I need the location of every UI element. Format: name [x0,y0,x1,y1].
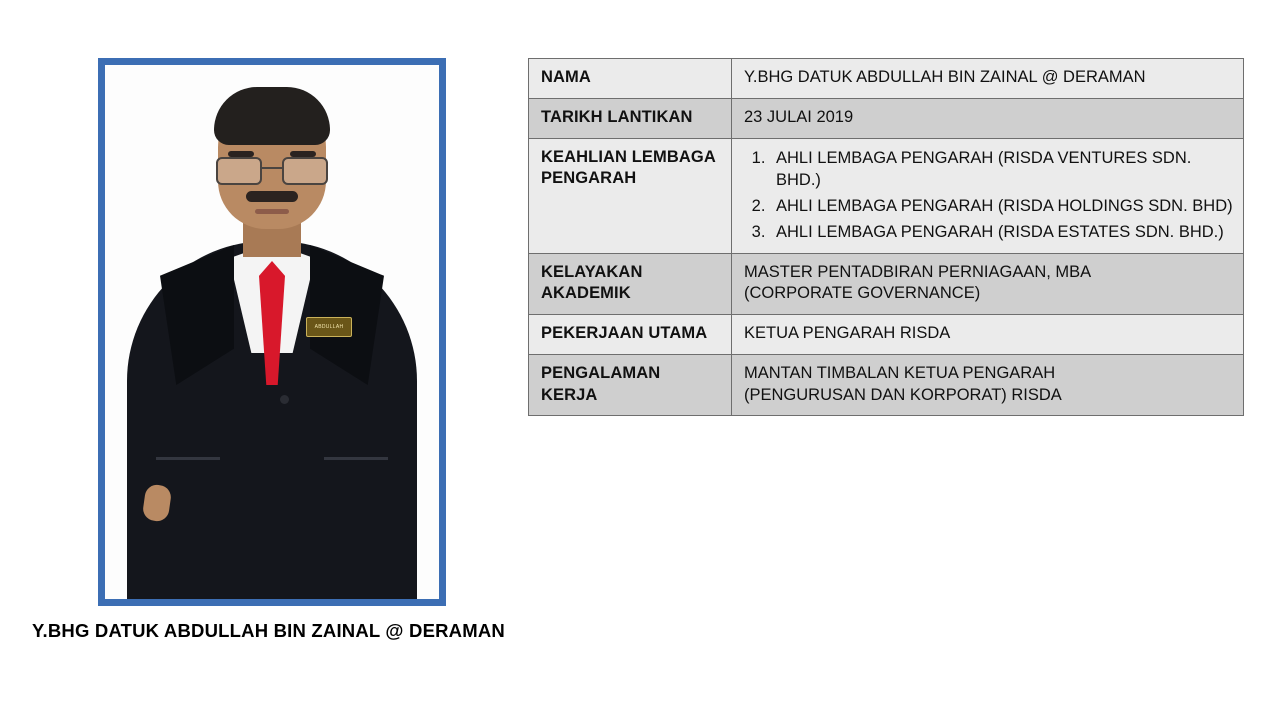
row-label-nama: NAMA [529,59,732,99]
row-value-line-1: MASTER PENTADBIRAN PERNIAGAAN, MBA [744,262,1092,281]
row-label-line-2: LEMBAGA [631,147,716,166]
list-item: 1. AHLI LEMBAGA PENGARAH (RISDA VENTURES SDN. BHD.) [770,147,1233,193]
row-label-line-1: KEAHLIAN [541,147,628,166]
row-value-kelayakan-akademik [732,253,1244,315]
row-label-keahlian-lembaga-pengarah [529,138,732,253]
jacket-pocket-left [156,457,220,460]
row-label-line-1: PEKERJAAN [541,324,644,343]
row-label-line-2: AKADEMIK [541,284,631,303]
row-value-line-2: (PENGURUSAN DAN KORPORAT) RISDA [744,385,1062,404]
row-label-tarikh-lantikan [529,98,732,138]
mouth [255,209,289,214]
row-label-line-3: PENGARAH [541,169,637,188]
row-value-nama: Y.BHG DATUK ABDULLAH BIN ZAINAL @ DERAMAN [732,59,1244,99]
table-row-pekerjaan-utama [529,315,1244,355]
jacket-button [280,395,289,404]
row-label-line-1: KELAYAKAN [541,262,643,281]
row-value-pengalaman-kerja [732,354,1244,416]
eyeglasses-icon [216,157,328,183]
moustache [246,191,298,202]
profile-info-table [528,58,1244,416]
lens-left [216,157,262,185]
portrait-photo [105,65,439,599]
glasses-bridge [260,167,284,169]
row-value-pekerjaan-utama: KETUA PENGARAH RISDA [732,315,1244,355]
row-label-line-2: UTAMA [648,324,708,343]
hair [214,87,330,145]
row-label-line-2: KERJA [541,385,598,404]
row-label-pekerjaan-utama [529,315,732,355]
name-badge: ABDULLAH [306,317,352,337]
row-value-keahlian-lembaga-pengarah [732,138,1244,253]
lens-right [282,157,328,185]
table-row-tarikh-lantikan [529,98,1244,138]
portrait-photo-frame [98,58,446,606]
row-label-kelayakan-akademik [529,253,732,315]
row-label-line-1: TARIKH [541,107,603,126]
list-item: 2. AHLI LEMBAGA PENGARAH (RISDA HOLDINGS SDN. BHD) [770,195,1233,218]
table-row-keahlian-lembaga-pengarah [529,138,1244,253]
row-label-pengalaman-kerja [529,354,732,416]
row-value-line-2: (CORPORATE GOVERNANCE) [744,284,981,303]
directorship-list [744,147,1233,244]
row-value-line-1: MANTAN TIMBALAN KETUA PENGARAH [744,363,1056,382]
row-value-tarikh-lantikan: 23 JULAI 2019 [732,98,1244,138]
table-row-nama [529,59,1244,99]
row-label-line-1: PENGALAMAN [541,363,661,382]
portrait-caption: Y.BHG DATUK ABDULLAH BIN ZAINAL @ DERAMAN [32,620,505,641]
table-row-pengalaman-kerja [529,354,1244,416]
row-label-line-2: LANTIKAN [607,107,693,126]
portrait-illustration [105,65,439,599]
jacket-pocket-right [324,457,388,460]
table-row-kelayakan-akademik [529,253,1244,315]
list-item: 3. AHLI LEMBAGA PENGARAH (RISDA ESTATES SDN. BHD.) [770,221,1233,244]
